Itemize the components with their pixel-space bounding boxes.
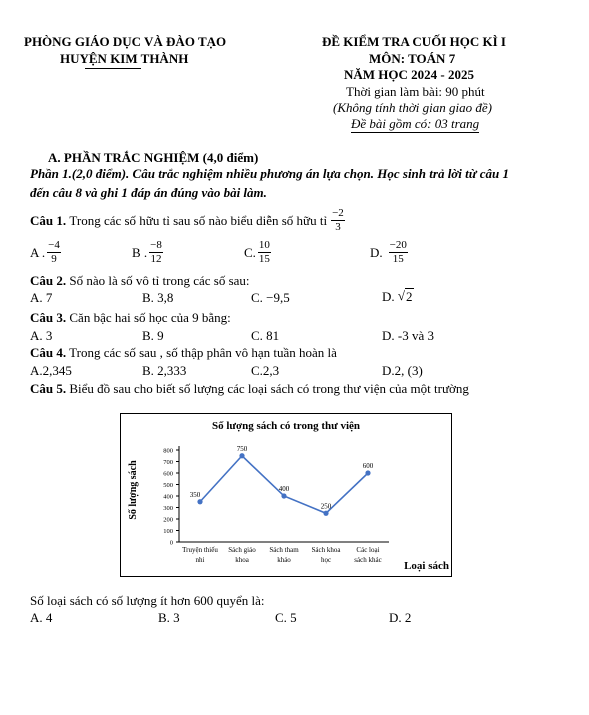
q1-option-a: A . $\frac{-4}{9}$ xyxy=(30,239,60,265)
chart-x-axis-label: Loại sách xyxy=(404,560,449,572)
subject: MÔN: TOÁN 7 xyxy=(369,51,456,66)
y-tick-label: 600 xyxy=(163,470,173,478)
q3-option-c: C. 81 xyxy=(251,328,280,343)
line-chart xyxy=(121,414,451,576)
data-point xyxy=(239,453,244,458)
q3-option-b: B. 9 xyxy=(142,328,164,343)
q5-option-b: B. 3 xyxy=(158,610,180,625)
data-label: 350 xyxy=(189,490,201,499)
data-point xyxy=(323,511,328,516)
q4-option-d: D.2, (3) xyxy=(382,363,423,378)
x-tick-label: Sách tham khảo xyxy=(269,546,299,564)
x-tick-label: Truyện thiếu nhi xyxy=(182,546,218,564)
department-line-2: HUYỆN KIM THÀNH xyxy=(60,51,189,66)
target-fraction: $\frac{-2}{3}$ xyxy=(332,207,344,233)
exam-title: ĐỀ KIỂM TRA CUỐI HỌC KÌ I xyxy=(322,34,506,49)
part-intro-line-2: đến câu 8 và ghi 1 đáp án đúng vào bài làm. xyxy=(30,185,267,200)
data-point xyxy=(365,470,370,475)
q2-option-d: D. √ 2 xyxy=(382,288,413,304)
page-count: Đề bài gồm có: 03 trang xyxy=(351,116,480,131)
x-tick-label: Sách giáo khoa xyxy=(228,546,256,564)
q2-option-b: B. 3,8 xyxy=(142,290,174,305)
q1-option-c: C. $\frac{10}{15}$ xyxy=(244,239,270,265)
q5-option-a: A. 4 xyxy=(30,610,53,625)
q3-option-d: D. -3 và 3 xyxy=(382,328,434,343)
school-year: NĂM HỌC 2024 - 2025 xyxy=(344,67,474,82)
data-point xyxy=(197,499,202,504)
duration: Thời gian làm bài: 90 phút xyxy=(346,84,485,99)
question-5: Câu 5. Biểu đồ sau cho biết số lượng các loại sách có trong thư viện của một trường xyxy=(30,381,469,396)
q3-option-a: A. 3 xyxy=(30,328,53,343)
x-tick-label: Sách khoa học xyxy=(311,546,341,564)
y-tick-label: 300 xyxy=(163,505,173,512)
header-underline xyxy=(85,68,141,69)
part-intro-line-1: Phần 1.(2,0 điểm). Câu trắc nghiệm nhiều phương án lựa chọn. Học sinh trả lời từ câu 1 xyxy=(30,166,510,181)
question-5-sub: Số loại sách có số lượng ít hơn 600 quyển là: xyxy=(30,593,265,608)
chart-y-axis-label: Số lượng sách xyxy=(128,460,139,520)
department-line-1: PHÒNG GIÁO DỤC VÀ ĐÀO TẠO xyxy=(24,34,227,49)
duration-note: (Không tính thời gian giao đề) xyxy=(333,100,492,115)
y-tick-label: 0 xyxy=(169,539,173,547)
section-title: A. PHẦN TRẮC NGHIỆM (4,0 điểm) xyxy=(48,150,259,165)
q1-option-b: B . $\frac{-8}{12}$ xyxy=(132,239,162,265)
chart-title: Số lượng sách có trong thư viện xyxy=(211,420,361,432)
question-1 xyxy=(30,208,347,233)
q4-option-a: A.2,345 xyxy=(30,363,72,378)
q4-option-c: C.2,3 xyxy=(251,363,280,378)
question-text: Trong các số hữu tỉ sau số nào biểu diễn số hữu tỉ xyxy=(69,212,328,228)
y-tick-label: 200 xyxy=(163,516,173,524)
question-3: Câu 3. Căn bậc hai số học của 9 bằng: xyxy=(30,310,231,325)
y-tick-label: 500 xyxy=(163,482,173,489)
data-label: 400 xyxy=(278,485,290,493)
x-tick-label: Các loại sách khác xyxy=(354,546,382,564)
question-label: Câu 1. xyxy=(30,212,67,228)
q2-option-c: C. −9,5 xyxy=(251,290,290,305)
data-point xyxy=(281,493,286,498)
chart-frame xyxy=(120,413,452,577)
q1-option-d: D. $\frac{-20}{15}$ xyxy=(370,239,407,265)
y-tick-label: 100 xyxy=(163,528,173,535)
y-tick-label: 700 xyxy=(163,459,173,466)
y-tick-label: 400 xyxy=(163,493,173,501)
question-4: Câu 4. Trong các số sau , số thập phân vô hạn tuần hoàn là xyxy=(30,345,337,360)
data-label: 600 xyxy=(362,462,374,470)
question-2: Câu 2. Số nào là số vô tỉ trong các số sau: xyxy=(30,273,250,288)
q4-option-b: B. 2,333 xyxy=(142,363,187,378)
y-tick-label: 800 xyxy=(163,447,173,455)
data-label: 250 xyxy=(320,502,332,511)
q5-option-d: D. 2 xyxy=(389,610,412,625)
q5-option-c: C. 5 xyxy=(275,610,297,625)
data-label: 750 xyxy=(236,444,248,453)
q2-option-a: A. 7 xyxy=(30,290,53,305)
